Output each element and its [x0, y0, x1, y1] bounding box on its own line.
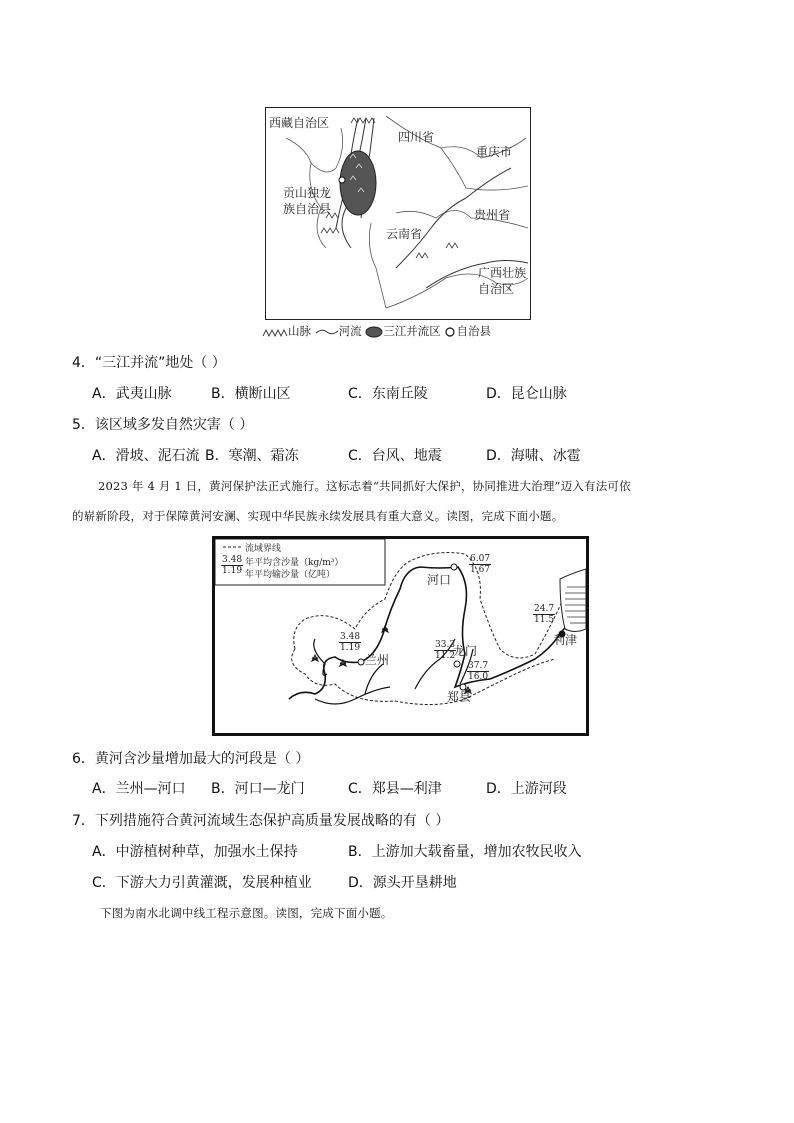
- legend-county: 自治县: [456, 324, 491, 338]
- station-value-den: 1.67: [470, 565, 491, 575]
- question-4-option-c[interactable]: C．东南丘陵: [348, 386, 428, 402]
- three-rivers-map: [265, 107, 531, 320]
- question-number: 4．: [72, 355, 95, 371]
- question-number: 5．: [72, 417, 95, 433]
- question-6-option-d[interactable]: D．上游河段: [486, 781, 567, 797]
- label-tibet: 西藏自治区: [269, 116, 330, 130]
- label-gongshan-2: 族自治县: [283, 202, 332, 216]
- station-value-num: 6.07: [470, 554, 491, 564]
- question-text: 该区域多发自然灾害（ ）: [94, 417, 254, 433]
- station-lanzhou-data: [339, 632, 361, 653]
- question-number: 7．: [72, 813, 95, 829]
- question-6-option-b[interactable]: B．河口—龙门: [211, 781, 305, 797]
- city-lanzhou: 兰州: [365, 653, 390, 667]
- legend-sediment-content: 年平均含沙量（kg/m³）: [245, 558, 344, 568]
- legend-area: 三江并流区: [383, 324, 441, 338]
- area-legend-icon: [365, 326, 383, 338]
- station-value-num: 33.3: [435, 640, 456, 650]
- label-yunnan: 云南省: [386, 227, 423, 241]
- legend-boundary: 流域界线: [245, 544, 282, 554]
- legend-fraction-den: 1.19: [222, 566, 243, 576]
- station-zhengxian-data: [467, 661, 489, 682]
- question-7-option-a[interactable]: A．中游植树种草，加强水土保持: [92, 844, 298, 860]
- station-value-den: 16.0: [468, 672, 489, 682]
- station-value-den: 1.19: [340, 643, 361, 653]
- station-value-num: 3.48: [340, 632, 361, 642]
- question-5-option-b[interactable]: B．寒潮、霜冻: [205, 448, 299, 464]
- city-zhengxian: 郑县: [447, 690, 472, 704]
- county-legend-icon: [444, 326, 456, 338]
- question-text: 黄河含沙量增加最大的河段是（ ）: [94, 751, 310, 767]
- yellow-river-map: [212, 536, 589, 736]
- legend-sediment-transport: 年平均输沙量（亿吨）: [245, 570, 336, 580]
- question-6-option-a[interactable]: A．兰州—河口: [92, 781, 186, 797]
- question-7-option-b[interactable]: B．上游加大载畜量，增加农牧民收入: [348, 844, 582, 860]
- question-6-stem: [72, 748, 309, 768]
- legend-fraction: [221, 555, 243, 576]
- question-4-option-b[interactable]: B．横断山区: [211, 386, 291, 402]
- city-lijin: 利津: [553, 633, 578, 647]
- label-guangxi-2: 自治区: [478, 282, 515, 296]
- question-text: “三江并流”地处（ ）: [94, 355, 226, 371]
- legend-mountain: 山脉: [288, 324, 311, 338]
- question-4-option-a[interactable]: A．武夷山脉: [92, 386, 172, 402]
- label-chongqing: 重庆市: [476, 145, 513, 159]
- station-value-num: 24.7: [534, 604, 555, 614]
- city-hekou: 河口: [427, 573, 452, 587]
- station-hekou-data: [469, 554, 491, 575]
- station-value-den: 11.2: [435, 651, 456, 661]
- legend-river: 河流: [338, 324, 362, 338]
- river-legend-icon: [315, 327, 339, 337]
- question-7-option-c[interactable]: C．下游大力引黄灌溉，发展种植业: [92, 875, 312, 891]
- question-4-stem: [72, 352, 226, 372]
- question-4-option-d[interactable]: D．昆仑山脉: [486, 386, 567, 402]
- question-5-option-a[interactable]: A．滑坡、泥石流: [92, 448, 200, 464]
- mountain-legend-icon: [262, 327, 288, 337]
- yellow-river-intro-line-2: 的崭新阶段，对于保障黄河安澜、实现中华民族永续发展具有重大意义。读图，完成下面小题。: [72, 509, 564, 523]
- station-lijin-data: [533, 604, 555, 625]
- question-5-option-c[interactable]: C．台风、地震: [348, 448, 442, 464]
- station-value-den: 11.5: [534, 615, 555, 625]
- question-number: 6．: [72, 751, 95, 767]
- question-text: 下列措施符合黄河流域生态保护高质量发展战略的有（ ）: [94, 813, 450, 829]
- label-guizhou: 贵州省: [474, 208, 511, 222]
- question-5-stem: [72, 414, 253, 434]
- question-5-option-d[interactable]: D．海啸、冰雹: [486, 448, 581, 464]
- label-sichuan: 四川省: [398, 130, 435, 144]
- three-rivers-legend: [262, 323, 491, 339]
- label-guangxi-1: 广西壮族: [478, 266, 527, 280]
- south-north-water-intro: 下图为南水北调中线工程示意图。读图，完成下面小题。: [100, 906, 393, 920]
- yellow-river-intro-line-1: 2023 年 4 月 1 日，黄河保护法正式施行。这标志着“共同抓好大保护，协同推进大治理”迈入有法可依: [98, 479, 631, 493]
- station-value-num: 37.7: [468, 661, 489, 671]
- city-longmen: 龙门: [453, 644, 478, 658]
- question-7-option-d[interactable]: D．源头开垦耕地: [348, 875, 457, 891]
- legend-fraction-num: 3.48: [222, 555, 243, 565]
- label-gongshan-1: 贡山独龙: [283, 186, 332, 200]
- station-longmen-data: [434, 640, 456, 661]
- question-6-option-c[interactable]: C．郑县—利津: [348, 781, 442, 797]
- question-7-stem: [72, 810, 449, 830]
